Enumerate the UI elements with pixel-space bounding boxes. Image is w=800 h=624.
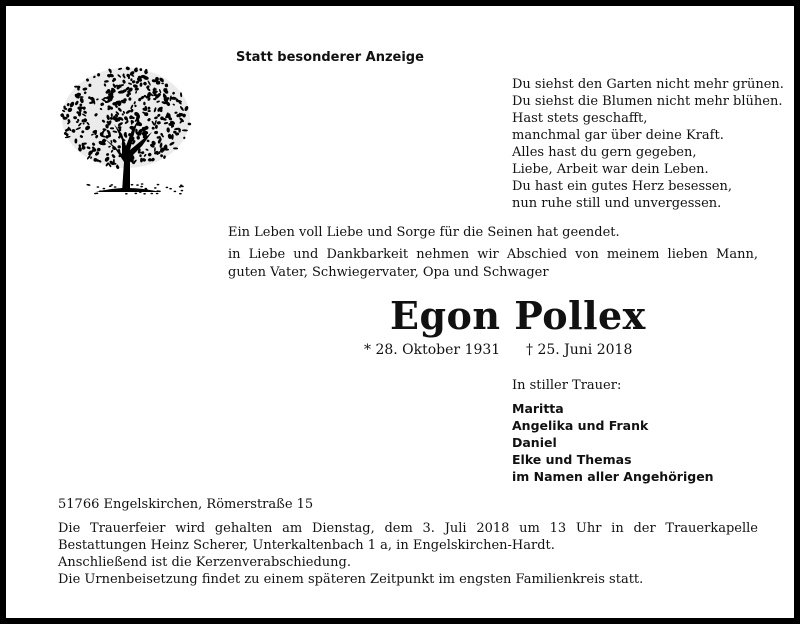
intro-line: Ein Leben voll Liebe und Sorge für die Seinen hat geendet. (228, 225, 620, 240)
poem-line: manchmal gar über deine Kraft. (512, 128, 724, 143)
death-date: † 25. Juni 2018 (526, 342, 633, 358)
poem-line: nun ruhe still und unvergessen. (512, 196, 722, 211)
details-line: Die Urnenbeisetzung findet zu einem späteren Zeitpunkt im engsten Familienkreis statt. (58, 572, 644, 587)
poem-line: Du siehst die Blumen nicht mehr blühen. (512, 94, 783, 109)
notice-heading: Statt besonderer Anzeige (236, 50, 424, 65)
poem-line: Liebe, Arbeit war dein Leben. (512, 162, 709, 177)
poem-line: Alles hast du gern gegeben, (512, 145, 697, 160)
deceased-name: Egon Pollex (390, 293, 646, 338)
mourning-label: In stiller Trauer: (512, 378, 622, 393)
poem (512, 76, 784, 212)
poem-line: Du hast ein gutes Herz besessen, (512, 179, 732, 194)
funeral-details (58, 520, 758, 588)
mourners-list (512, 400, 714, 485)
address: 51766 Engelskirchen, Römerstraße 15 (58, 497, 314, 512)
details-line: Die Trauerfeier wird gehalten am Dienstag, dem 3. Juli 2018 um 13 Uhr in der Trauerkapelle Bestattungen Heinz Scherer, Unterkaltenbach 1 a, in Engelskirchen-Hardt. (58, 521, 758, 553)
tree-icon (56, 58, 196, 200)
poem-line: Du siehst den Garten nicht mehr grünen. (512, 77, 784, 92)
mourner: Angelika und Frank (512, 418, 649, 433)
mourner: im Namen aller Angehörigen (512, 469, 714, 484)
mourner: Elke und Themas (512, 452, 632, 467)
details-line: Anschließend ist die Kerzenverabschiedung. (58, 555, 351, 570)
poem-line: Hast stets geschafft, (512, 111, 648, 126)
mourner: Daniel (512, 435, 557, 450)
birth-date: * 28. Oktober 1931 (364, 342, 501, 358)
farewell-text: in Liebe und Dankbarkeit nehmen wir Abschied von meinem lieben Mann, guten Vater, Schwiegervater, Opa und Schwager (228, 247, 758, 280)
mourner: Maritta (512, 401, 564, 416)
